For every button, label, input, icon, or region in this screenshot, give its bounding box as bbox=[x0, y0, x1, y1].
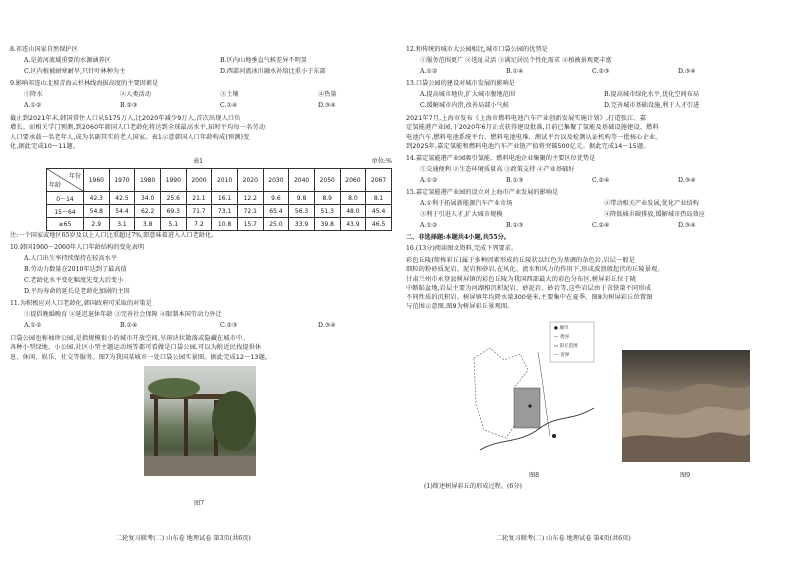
passage-hydrogen bbox=[406, 114, 788, 151]
passage-line: 彩色丘陵(简称彩丘)属于多种因素形成的丘陵状以红色为基调的杂色岩,岩层一般是 bbox=[406, 257, 636, 264]
table-cell: 9.6 bbox=[263, 192, 289, 205]
passage-korea bbox=[10, 114, 392, 151]
table-cell: 2.9 bbox=[84, 218, 110, 231]
q15-item-2: ②带动相关产业发展,优化产业结构 bbox=[604, 200, 699, 207]
legend-boundary: --- 省界 bbox=[554, 353, 570, 358]
q13-option-c: C.缓解城市内涝,改善局部小气候 bbox=[420, 102, 509, 109]
col-1990: 1990 bbox=[160, 169, 186, 192]
passage-line: 2021年7月,上海市发布《上海市燃料电池汽车产业创新发展实施计划》,打造张江、嘉 bbox=[406, 115, 647, 122]
q15-answer-a: A.①② bbox=[420, 222, 438, 229]
table-cell: 69.3 bbox=[160, 205, 186, 218]
table-cell: 10.8 bbox=[212, 218, 238, 231]
table-cell: 72.1 bbox=[237, 205, 263, 218]
col-2030: 2030 bbox=[263, 169, 289, 192]
q9-answer-a: A.①② bbox=[24, 102, 42, 109]
legend-river: — 黄河 bbox=[554, 335, 569, 340]
q11-answer-d: D.③④ bbox=[318, 322, 336, 329]
footer-page-3: 二轮复习联考(二) 山东卷 地理试卷 第3页(共6页) bbox=[116, 535, 251, 542]
section-2-heading: 二、非选择题:本题共4小题,共55分。 bbox=[406, 234, 510, 241]
q11-answer-b: B.①④ bbox=[120, 322, 138, 329]
table-cell: 7.2 bbox=[186, 218, 212, 231]
q9-item-3: ③土壤 bbox=[220, 91, 239, 98]
q16-stem: 16.(13分)阅读图文资料,完成下列要求。 bbox=[406, 245, 518, 252]
passage-line: 电池汽车,燃料电池系统平台、燃料电池电堆、测试平台以及检测认证机构等一批核心企业。 bbox=[406, 133, 662, 141]
table-cell: 3.8 bbox=[135, 218, 161, 231]
table-cell: 5.1 bbox=[160, 218, 186, 231]
table-cell: 16.1 bbox=[212, 192, 238, 205]
q10-stem: 10.韩国1960～2060年人口年龄结构的变化表明 bbox=[10, 244, 145, 251]
passage-line: 各种小型绿地、小公园,社区小型主题运动场等都可看做是口袋公园,可以为附近民找提供休 bbox=[10, 344, 262, 352]
col-2040: 2040 bbox=[289, 169, 315, 192]
q11-answer-a: A.①② bbox=[24, 322, 42, 329]
corner-label-year: 年份 bbox=[68, 173, 81, 180]
q10-option-d: D.平均寿命的延长是老龄化加剧的主因 bbox=[24, 288, 130, 295]
table-cell: 15.7 bbox=[237, 218, 263, 231]
passage-colorful-hills bbox=[406, 256, 788, 312]
passage-line: 息、休闲、娱乐、社交等服务。图7为我国某城市一处口袋公园实景图。据此完成12～13题。 bbox=[10, 353, 272, 361]
legend-city: ● 城市 bbox=[554, 326, 569, 331]
col-1970: 1970 bbox=[109, 169, 135, 192]
table-cell: 62.2 bbox=[135, 205, 161, 218]
q15-item-4: ④降低城市碳排放,缓解城市热岛效应 bbox=[604, 211, 705, 218]
table-cell: 8.1 bbox=[366, 192, 392, 205]
passage-korea-line: 截止到2021年末,韩国常住人口从5175万人,比2020年减少9万人,首次出现人口负 bbox=[10, 115, 241, 122]
q15-item-1: A.①利于拓展新能源汽车产业市场 bbox=[420, 200, 513, 207]
table-cell: 12.2 bbox=[237, 192, 263, 205]
q14-answer-d: D.③④ bbox=[678, 177, 696, 184]
figure-9-caption: 图9 bbox=[679, 472, 691, 479]
passage-korea-line: 化,据此完成10～11题。 bbox=[10, 142, 80, 150]
table-cell: 15～64 bbox=[47, 205, 84, 218]
figure-7-photo bbox=[144, 366, 256, 476]
q13-option-d: D.完善城市基础设施,利于人才引进 bbox=[604, 102, 700, 109]
table-cell: 45.4 bbox=[366, 205, 392, 218]
q15-stem: 15.嘉定氢能港产业园的设立对上海市产业发展的影响是 bbox=[406, 189, 559, 196]
passage-line: 甘肃兰州市永登县树屏镇的彩色丘陵为我国西部最大的彩色分布区,树屏彩丘位于陇 bbox=[406, 275, 637, 283]
table-cell: 71.7 bbox=[186, 205, 212, 218]
table-row bbox=[47, 218, 392, 231]
col-2020: 2020 bbox=[237, 169, 263, 192]
q14-answer-c: C.②④ bbox=[592, 177, 610, 184]
q13-option-b: B.提高城市绿化水平,优化空间布局 bbox=[604, 91, 700, 98]
q16-part-1: (1)简述树屏彩丘的形成过程。(6分) bbox=[424, 483, 522, 490]
table-cell: 33.9 bbox=[289, 218, 315, 231]
table-unit: 单位:% bbox=[371, 158, 392, 165]
table-cell: 65.4 bbox=[263, 205, 289, 218]
q11-answer-c: C.②③ bbox=[220, 322, 238, 329]
q15-item-3: ③利于引进人才,扩大城市规模 bbox=[420, 211, 503, 218]
q14-answer-b: B.①③ bbox=[506, 177, 524, 184]
table-cell: 39.8 bbox=[314, 218, 340, 231]
q14-stem: 14.嘉定氢能港产业园吸引氢能、燃料电池企业集聚的主要区位优势是 bbox=[406, 155, 596, 162]
table-cell: 8.9 bbox=[314, 192, 340, 205]
q11-items: ①提倡晚婚晚育 ②延迟退休年龄 ③完善社会保障 ④限制本国劳动力外迁 bbox=[24, 311, 222, 318]
q10-option-b: B.劳动力数量在2010年达到了最高值 bbox=[24, 266, 127, 273]
table-cell: 48.0 bbox=[340, 205, 366, 218]
q9-item-2: ②人类活动 bbox=[120, 91, 151, 98]
figure-8-map bbox=[470, 318, 598, 460]
figure-7-caption: 图7 bbox=[193, 500, 205, 507]
col-2060: 2060 bbox=[340, 169, 366, 192]
passage-line: 中断陷盆地,岩层主要为河湖相沉积泥岩、砂泥岩、砂岩等,这些岩层由于含铁量不同形成 bbox=[406, 284, 652, 292]
q9-answer-b: B.②③ bbox=[120, 102, 138, 109]
q11-stem: 11.为积极应对人口老龄化,韩国政府可采取的对策是 bbox=[10, 300, 152, 307]
q9-item-1: ①降水 bbox=[24, 91, 43, 98]
table-row bbox=[47, 192, 392, 205]
q8-stem: 8.祁连山国家自然保护区 bbox=[10, 46, 78, 53]
col-2000: 2000 bbox=[186, 169, 212, 192]
table-header-row bbox=[47, 169, 392, 192]
q8-option-c: C.区内植被耐寒耐旱,只针叶林种为主 bbox=[24, 68, 126, 75]
page-left bbox=[8, 0, 392, 562]
passage-pocket-park bbox=[10, 334, 392, 362]
passage-line: 到2025年,嘉定氢能和燃料电池汽车产业链产值将突破500亿元。据此完成14～15题。 bbox=[406, 142, 650, 150]
table-row bbox=[47, 205, 392, 218]
page-right bbox=[404, 0, 788, 562]
col-2067: 2067 bbox=[366, 169, 392, 192]
figure-8-caption: 图8 bbox=[528, 472, 540, 479]
q8-option-b: B.区内山地垂直气候差异不明显 bbox=[220, 57, 307, 64]
q9-answer-d: D.③④ bbox=[318, 102, 336, 109]
col-2050: 2050 bbox=[314, 169, 340, 192]
passage-korea-line: 人口要承载一名老年人,成为名副其实的老人国家。表1示意韩国人口年龄构成(预测)变 bbox=[10, 133, 250, 141]
q12-items: ①服务范围更广 ②选址灵活 ③满足居民个性化需求 ④植被景观更丰富 bbox=[420, 57, 612, 64]
table-cell: 8.0 bbox=[340, 192, 366, 205]
col-2010: 2010 bbox=[212, 169, 238, 192]
passage-line: 不同性质的沉积岩。树屏镇年均降水量300毫米,主要集中在夏季。图8为树屏彩丘位置图 bbox=[406, 294, 653, 302]
q13-option-a: A.提高城市地价,扩大城市腹地范围 bbox=[420, 91, 516, 98]
q12-answer-c: C.②③ bbox=[592, 68, 610, 75]
table-cell: 54.8 bbox=[84, 205, 110, 218]
q8-option-d: D.西部河流冰川融水补给比重小于东部 bbox=[220, 68, 326, 75]
q12-stem: 12.和传统的城市大公园相比,城市口袋公园的优势是 bbox=[406, 46, 548, 53]
q9-stem: 9.影响祁连山北坡青海云杉林线海拔高度的主要因素是 bbox=[10, 80, 159, 87]
table-cell: 73.1 bbox=[212, 205, 238, 218]
table-cell: ≥65 bbox=[47, 218, 84, 231]
table-cell: 25.0 bbox=[263, 218, 289, 231]
q12-answer-d: D.③④ bbox=[678, 68, 696, 75]
table-title: 表1 bbox=[192, 158, 204, 165]
table-cell: 54.4 bbox=[109, 205, 135, 218]
passage-line: 定氢能港产业园,于2020年6月正式获得建设批准,目前已集聚了氢能及基础设施建设、燃料 bbox=[406, 124, 659, 132]
passage-line: 口袋公园也称袖珍公园,是指规模很小的城市开放空间,呈斑块状散落或隐藏在城市中。 bbox=[10, 335, 249, 342]
table-cell: 51.3 bbox=[314, 205, 340, 218]
table-cell: 42.3 bbox=[84, 192, 110, 205]
q14-answer-a: A.①② bbox=[420, 177, 438, 184]
table-cell: 43.9 bbox=[340, 218, 366, 231]
hills-illustration bbox=[622, 350, 750, 462]
population-table bbox=[46, 168, 392, 231]
q15-answer-b: B.①③ bbox=[506, 222, 524, 229]
passage-korea-line: 增长。而相关学门预测,到2060年韩国人口老龄化将达到全球最高水平,届时平均每一名劳动 bbox=[10, 124, 266, 132]
q8-option-a: A.是黄河流域重要的水源涵养区 bbox=[24, 57, 111, 64]
map-legend bbox=[554, 324, 578, 360]
table-cell: 21.1 bbox=[186, 192, 212, 205]
figure-9-photo bbox=[622, 350, 750, 462]
col-1960: 1960 bbox=[84, 169, 110, 192]
pergola-illustration bbox=[144, 366, 256, 476]
table-corner-cell bbox=[47, 169, 84, 192]
q13-stem: 13.口袋公园的建设对城市发展的影响是 bbox=[406, 80, 515, 87]
passage-line: 与范围示意图,图9为树屏彩丘景观图。 bbox=[406, 303, 514, 311]
location-map-svg bbox=[470, 318, 598, 460]
q12-answer-b: B.①④ bbox=[506, 68, 524, 75]
q9-item-4: ④热量 bbox=[318, 91, 337, 98]
legend-hill-range: ▭ 彩丘范围 bbox=[554, 344, 578, 349]
q14-items: ①交通便利 ②生态环境质量高 ③政策支持 ④产业基础好 bbox=[420, 166, 575, 173]
q10-option-c: C.老龄化水平变化幅度先变大后变小 bbox=[24, 277, 124, 284]
q9-answer-c: C.①④ bbox=[220, 102, 238, 109]
table-note: 注:一个国家或地区65岁及以上人口比重超过7%,即意味着进入人口老龄化。 bbox=[10, 232, 218, 239]
table-cell: 3.1 bbox=[109, 218, 135, 231]
table-cell: 56.3 bbox=[289, 205, 315, 218]
passage-line: 细粒的粉砂质泥岩、泥岩和砂岩,在风化、流水和风力的作用下,形成波浪般起伏的丘陵景观。 bbox=[406, 266, 664, 274]
q10-option-a: A.人口出生率持续保持在较高水平 bbox=[24, 255, 118, 262]
table-cell: 34.0 bbox=[135, 192, 161, 205]
footer-page-4: 二轮复习联考(二) 山东卷 地理试卷 第4页(共6页) bbox=[496, 535, 631, 542]
corner-label-age: 年龄 bbox=[49, 182, 62, 189]
table-cell: 0～14 bbox=[47, 192, 84, 205]
table-cell: 42.5 bbox=[109, 192, 135, 205]
table-cell: 9.8 bbox=[289, 192, 315, 205]
q15-answer-c: C.②④ bbox=[592, 222, 610, 229]
q15-answer-d: D.③④ bbox=[678, 222, 696, 229]
q12-answer-a: A.①② bbox=[420, 68, 438, 75]
table-cell: 46.5 bbox=[366, 218, 392, 231]
col-1980: 1980 bbox=[135, 169, 161, 192]
table-cell: 25.6 bbox=[160, 192, 186, 205]
